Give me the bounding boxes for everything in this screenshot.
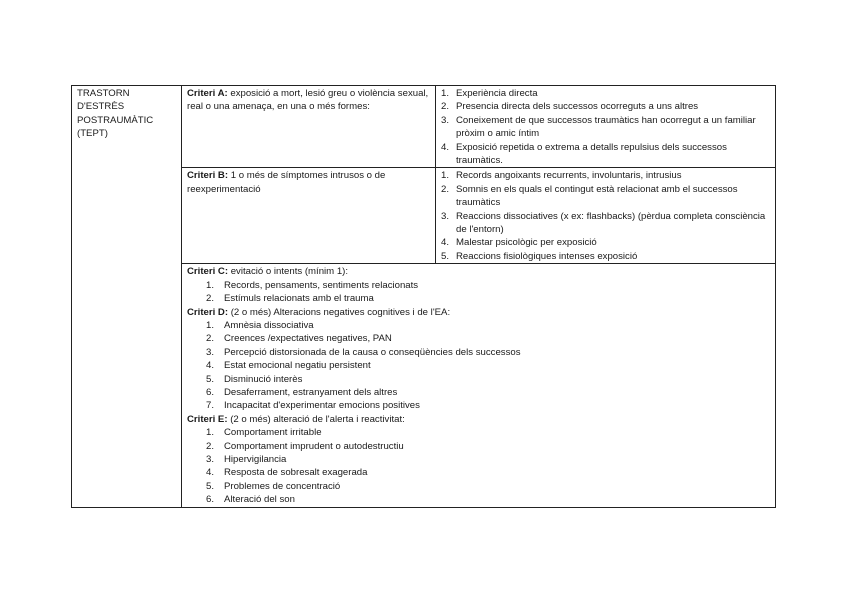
disorder-title-line2: POSTRAUMÀTIC (TEPT) (77, 114, 154, 140)
list-item: 5. Reaccions fisiològiques intenses exposició (441, 250, 638, 262)
criteria-a-text: exposició a mort, lesió greu o violència sexual, real o una amenaça, en una o més formes: (187, 88, 429, 113)
criteria-a-description (182, 86, 436, 168)
criteria-cde-cell (182, 264, 776, 507)
list-item: 4. Malestar psicològic per exposició (441, 237, 597, 249)
list-item: 1. Experiència directa (441, 88, 538, 99)
list-item: 6. Alteració del son (206, 494, 295, 506)
criteria-b-text: 1 o més de símptomes intrusos o de reexperimentació (187, 170, 386, 195)
list-item: 3. Hipervigilancia (206, 453, 287, 465)
list-item: 2. Creences /expectatives negatives, PAN (206, 333, 392, 345)
list-item: 5. Disminució interès (206, 373, 303, 385)
list-item: 6. Desaferrament, estranyament dels altres (206, 386, 398, 398)
disorder-title-line1: TRASTORN D'ESTRÈS (77, 88, 130, 113)
list-item: 1. Records, pensaments, sentiments relacionats (206, 279, 419, 291)
list-item: 5. Problemes de concentració (206, 480, 341, 492)
list-item: 2. Presencia directa dels successos ocorreguts a uns altres (441, 101, 699, 113)
criteria-e-text: (2 o més) alteració de l'alerta i reactivitat: (227, 413, 405, 425)
disorder-name-cell (72, 86, 182, 508)
criteria-a-list-cell (436, 86, 776, 168)
list-item: 4. Exposició repetida o extrema a detalls repulsius dels successos traumàtics. (441, 141, 727, 167)
criteria-d-text: (2 o més) Alteracions negatives cognitives i de l'EA: (228, 306, 451, 318)
criteria-b-list-cell (436, 168, 776, 264)
list-item: 1. Records angoixants recurrents, involuntaris, intrusius (441, 170, 682, 182)
criteria-b-label: Criteri B: (187, 170, 229, 182)
list-item: 2. Comportament imprudent o autodestructiu (206, 440, 404, 452)
criteria-e-label: Criteri E: (187, 413, 228, 425)
list-item: 3. Percepció distorsionada de la causa o conseqüències dels successos (206, 346, 521, 358)
criteria-c-text: evitació o intents (mínim 1): (228, 266, 349, 278)
criteria-table (71, 85, 776, 508)
criteria-c-label: Criteri C: (187, 266, 229, 278)
list-item: 1. Amnèsia dissociativa (206, 319, 314, 331)
criteria-b-description (182, 168, 436, 264)
criteria-d-label: Criteri D: (187, 306, 229, 318)
list-item: 2. Estímuls relacionats amb el trauma (206, 293, 374, 305)
list-item: 4. Resposta de sobresalt exagerada (206, 467, 368, 479)
list-item: 7. Incapacitat d'experimentar emocions positives (206, 400, 420, 412)
criteria-a-label: Criteri A: (187, 88, 228, 99)
list-item: 1. Comportament irritable (206, 427, 322, 439)
list-item: 3. Reaccions dissociatives (x ex: flashbacks) (pèrdua completa consciència de l'entorn) (441, 210, 766, 236)
list-item: 2. Somnis en els quals el contingut està relacionat amb el successos traumàtics (441, 183, 738, 209)
list-item: 4. Estat emocional negatiu persistent (206, 360, 371, 372)
list-item: 3. Coneixement de que successos traumàtics han ocorregut a un familiar pròxim o amic íntim (441, 114, 756, 140)
